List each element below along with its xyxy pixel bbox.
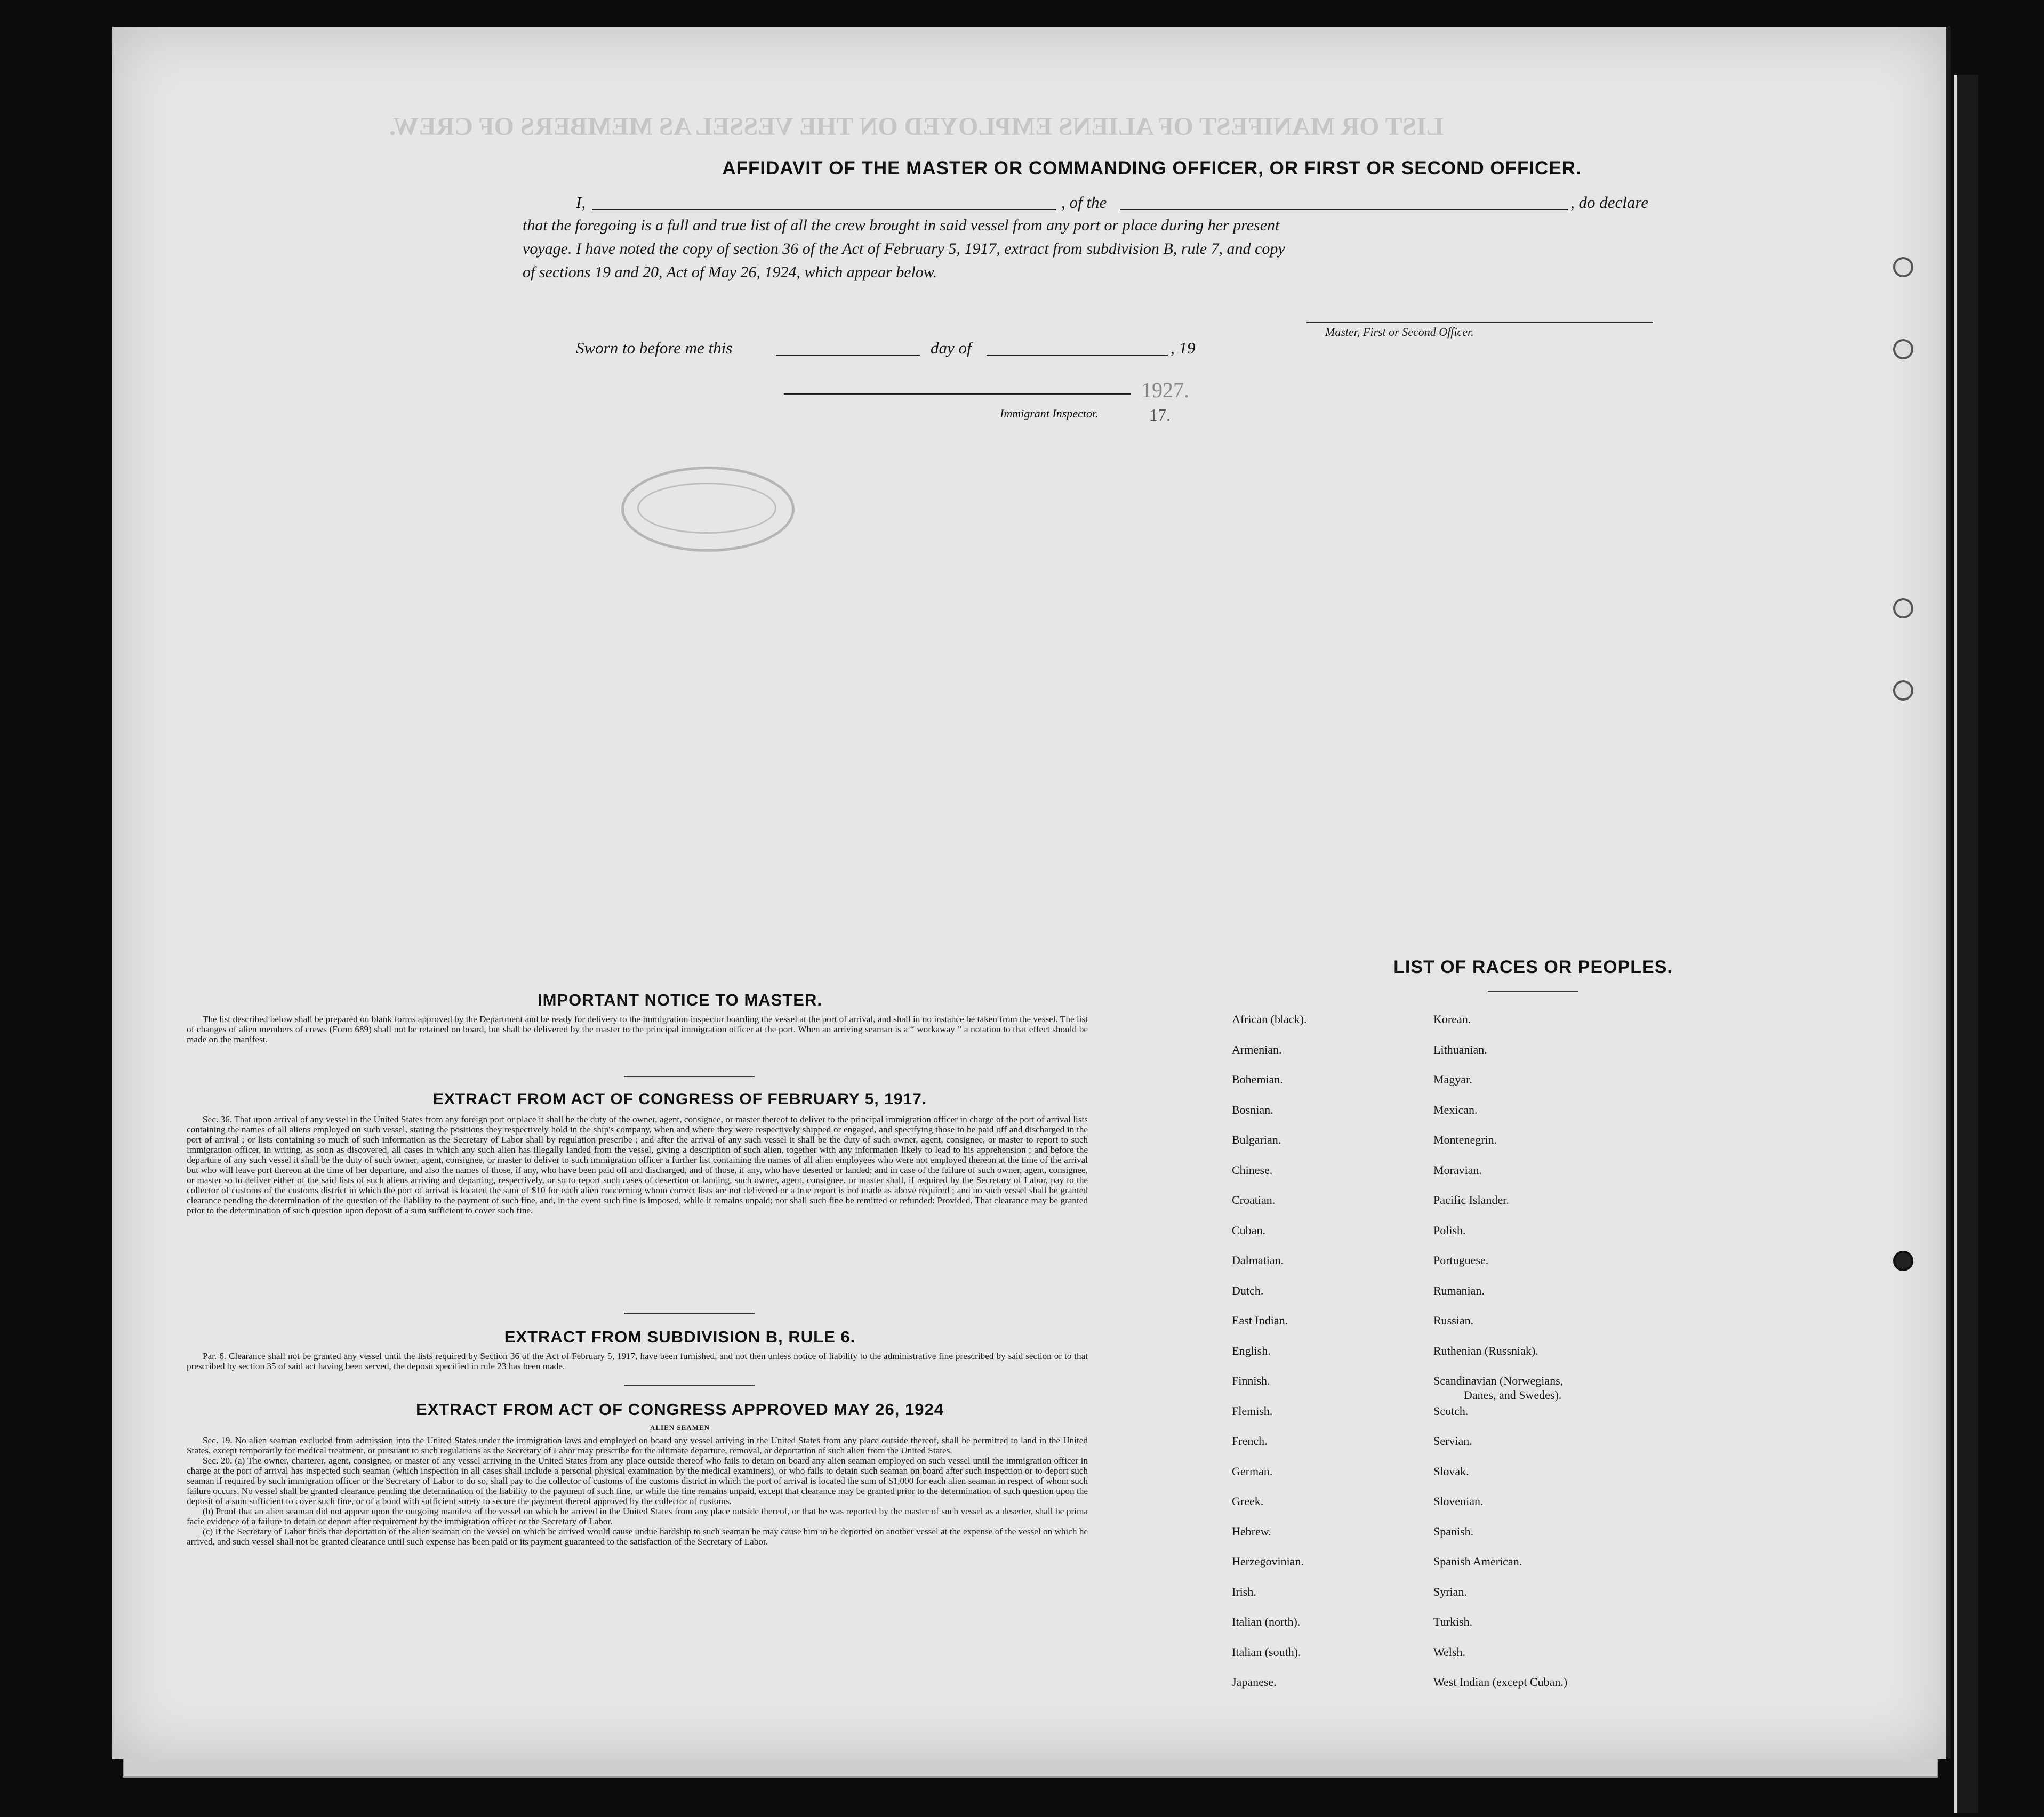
race-item: Greek. [1232,1494,1264,1508]
race-item: French. [1232,1434,1268,1448]
race-item: Mexican. [1433,1103,1478,1116]
notice-title: IMPORTANT NOTICE TO MASTER. [538,991,822,1009]
race-item: East Indian. [1232,1314,1288,1327]
affidavit-i: I, [576,193,586,212]
handwritten-mark: 17. [1149,405,1171,424]
faint-stamp [621,467,795,552]
race-item: Danes, and Swedes). [1464,1388,1562,1402]
race-item: Irish. [1232,1585,1256,1598]
race-item: Spanish. [1433,1524,1474,1538]
race-item: Russian. [1433,1314,1474,1327]
race-item: Rumanian. [1433,1283,1485,1297]
extract-1917-text [187,1114,1088,1216]
race-item: Turkish. [1433,1615,1473,1628]
master-caption: Master, First or Second Officer. [1325,325,1474,339]
section-divider [624,1313,755,1314]
punch-hole [1893,339,1913,359]
race-item: Montenegrin. [1433,1133,1497,1146]
extract-1924-title: EXTRACT FROM ACT OF CONGRESS APPROVED MAY 26, 1924 [416,1400,944,1419]
inspector-signature-line [784,393,1131,395]
race-item: Croatian. [1232,1193,1276,1207]
affidavit-declare: , do declare [1570,193,1649,212]
affidavit-title: AFFIDAVIT OF THE MASTER OR COMMANDING OFFICER, OR FIRST OR SECOND OFFICER. [722,158,1582,179]
race-item: Chinese. [1232,1163,1273,1177]
extract-1924-paragraph: Sec. 19. No alien seaman excluded from admission into the United States under the immigration laws and employed on board any vessel arriving in the United States from any place outside thereof, shall be permitted to land in the United States, except temporarily for medical treatment, or pursuant to such regulations as the Secretary of Labor may prescribe for the ultimate departure, removal, or deportation of such alien from the United States. [187,1435,1088,1456]
master-signature-line [1306,322,1653,323]
race-item: Bohemian. [1232,1073,1283,1086]
race-item: Herzegovinian. [1232,1555,1304,1568]
race-item: Hebrew. [1232,1524,1271,1538]
race-item: Ruthenian (Russniak). [1433,1344,1538,1357]
races-divider [1488,991,1578,992]
rule-6-title: EXTRACT FROM SUBDIVISION B, RULE 6. [504,1328,856,1346]
extract-1917-title: EXTRACT FROM ACT OF CONGRESS OF FEBRUARY 5, 1917. [432,1090,927,1108]
page-edge [1954,75,1978,1813]
name-blank [592,209,1056,210]
race-item: Scandinavian (Norwegians, [1433,1374,1564,1387]
race-item: Scotch. [1433,1404,1469,1418]
race-item: Armenian. [1232,1042,1282,1056]
form-page [112,27,1951,1759]
notice-text [187,1014,1088,1044]
rule-6-text [187,1351,1088,1371]
race-item: German. [1232,1464,1273,1478]
rule-6-paragraph: Par. 6. Clearance shall not be granted any vessel until the lists required by Section 36 of the Act of February 5, 1917, have been furnished, and not then unless notice of liability to the administrative fine prescribed by said section or to that prescribed by section 35 of said act having been served, the deposit specified in rule 23 has been made. [187,1351,1088,1371]
sworn-month-blank [987,355,1168,356]
punch-hole [1893,598,1913,618]
race-item: Korean. [1433,1012,1471,1026]
race-item: Magyar. [1433,1073,1472,1086]
races-title: LIST OF RACES OR PEOPLES. [1393,957,1673,977]
affidavit-line3: voyage. I have noted the copy of section 36 of the Act of February 5, 1917, extract from subdivision B, rule 7, and copy [523,240,1285,258]
race-item: Slovenian. [1433,1494,1484,1508]
race-item: Portuguese. [1433,1253,1489,1267]
alien-seamen-subtitle: ALIEN SEAMEN [650,1424,710,1432]
race-item: Dutch. [1232,1283,1264,1297]
race-item: Bulgarian. [1232,1133,1281,1146]
race-item: Lithuanian. [1433,1042,1487,1056]
race-item: Italian (north). [1232,1615,1301,1628]
affidavit-line4: of sections 19 and 20, Act of May 26, 1924, which appear below. [523,263,937,281]
race-item: Moravian. [1433,1163,1482,1177]
race-item: Flemish. [1232,1404,1273,1418]
extract-1924-paragraph: (b) Proof that an alien seaman did not appear upon the outgoing manifest of the vessel on which he arrived in the United States from any place outside thereof, or that he was reported by the master of such vessel as a deserter, shall be prima facie evidence of a failure to detain or deport after requirement by the immigration officer or the Secretary of Labor. [187,1506,1088,1526]
punch-hole [1893,1251,1913,1271]
race-item: Syrian. [1433,1585,1467,1598]
race-item: Spanish American. [1433,1555,1522,1568]
bleed-through-header: LIST OR MANIFEST OF ALIENS EMPLOYED ON THE VESSEL AS MEMBERS OF CREW. [389,112,1444,141]
race-item: African (black). [1232,1012,1307,1026]
race-item: Cuban. [1232,1223,1265,1237]
inspector-caption: Immigrant Inspector. [1000,407,1099,420]
race-item: Finnish. [1232,1374,1270,1387]
extract-1924-paragraph: Sec. 20. (a) The owner, charterer, agent, consignee, or master of any vessel arriving in the United States from any place outside thereof who fails to detain on board any alien seaman employed on such vessel until the immigration officer in charge at the port of arrival has inspected such seaman (which inspection in all cases shall include a personal physical examination by the medical examiners), or who fails to detain such seaman on board after such inspection or to deport such seaman if required by such immigration officer or the Secretary of Labor to do so, shall pay to the collector of customs of the customs district in which the port of arrival is located the sum of $1,000 for each alien seaman in respect of whom such failure occurs. No vessel shall be granted clearance pending the determination of the liability to the payment of such fine, or while the fine remains unpaid, except that clearance may be granted prior to the determination of such question upon the deposit of a sum sufficient to cover such fine, or of a bond with sufficient surety to secure the payment thereof approved by the collector of customs. [187,1456,1088,1506]
section-divider [624,1076,755,1077]
section-divider [624,1385,755,1386]
race-item: English. [1232,1344,1271,1357]
punch-hole [1893,257,1913,277]
race-item: Servian. [1433,1434,1472,1448]
notice-paragraph: The list described below shall be prepared on blank forms approved by the Department and be ready for delivery to the immigration inspector boarding the vessel at the port of arrival, and shall in no instance be taken from the vessel. The list of changes of alien members of crews (Form 689) shall not be retained on board, but shall be delivered by the master to the principal immigration officer at the port. When an arriving seaman is a “ workaway ” a notation to that effect should be made on the manifest. [187,1014,1088,1044]
extract-1924-text [187,1435,1088,1547]
sworn-day-blank [776,355,920,356]
punch-hole [1893,680,1913,701]
race-item: Pacific Islander. [1433,1193,1509,1207]
extract-1924-paragraph: (c) If the Secretary of Labor finds that deportation of the alien seaman on the vessel on which he arrived would cause undue hardship to such seaman he may cause him to be deported on another vessel at the expense of the vessel on which he arrived, and such vessel shall not be granted clearance until such expense has been paid or its payment guaranteed to the satisfaction of the Secretary of Labor. [187,1526,1088,1547]
affidavit-line2: that the foregoing is a full and true list of all the crew brought in said vessel from any port or place during her present [523,216,1280,234]
race-item: Slovak. [1433,1464,1469,1478]
race-item: Polish. [1433,1223,1466,1237]
race-item: Italian (south). [1232,1645,1301,1659]
race-item: Japanese. [1232,1675,1277,1689]
race-item: Welsh. [1433,1645,1465,1659]
sworn-year: , 19 [1171,339,1196,357]
sworn-prefix: Sworn to before me this [576,339,733,357]
sworn-day-of: day of [931,339,972,357]
race-item: Dalmatian. [1232,1253,1284,1267]
race-item: West Indian (except Cuban.) [1433,1675,1568,1689]
handwritten-year: 1927. [1141,378,1189,402]
vessel-blank [1120,209,1568,210]
race-item: Bosnian. [1232,1103,1273,1116]
affidavit-of-the: , of the [1061,193,1107,212]
extract-1917-paragraph: Sec. 36. That upon arrival of any vessel in the United States from any foreign port or place it shall be the duty of the owner, agent, consignee, or master thereof to deliver to the principal immigration officer in charge of the port of arrival lists containing the names of all aliens employed on such vessel, stating the positions they respectively hold in the ship's company, when and where they were respectively shipped or engaged, and specifying those to be paid off and discharged in the port of arrival ; or lists containing so much of such information as the Secretary of Labor shall by regulation prescribe ; and after the arrival of any such vessel it shall be the duty of such owner, agent, consignee, or master to report to such immigration officer, in writing, as soon as discovered, all cases in which any such alien has illegally landed from the vessel, giving a description of such alien, together with any information likely to lead to his apprehension ; and before the departure of any such vessel it shall be the duty of such owner, agent, consignee, or master to deliver to such immigration officer a further list containing the names of all alien employees who were not employed thereon at the time of the arrival but who will leave port thereon at the time of her departure, and also the names of those, if any, who have been paid off and discharged, and of those, if any, who have deserted or landed; and in case of the failure of such owner, agent, consignee, or master so to deliver either of the said lists of such aliens arriving and departing, respectively, or so to report such cases of desertion or landing, such owner, agent, consignee, or master shall, if required by the Secretary of Labor, pay to the collector of customs of the customs district in which the port of arrival is located the sum of $10 for each alien concerning whom correct lists are not delivered or a true report is not made as above required ; and no such vessel shall be granted clearance pending the determination of the question of the liability to the payment of such fine, and, in the event such fine is imposed, while it remains unpaid; nor shall such fine be remitted or refunded: Provided, That clearance may be granted prior to the determination of such question upon deposit of a sum sufficient to cover such fine. [187,1114,1088,1216]
